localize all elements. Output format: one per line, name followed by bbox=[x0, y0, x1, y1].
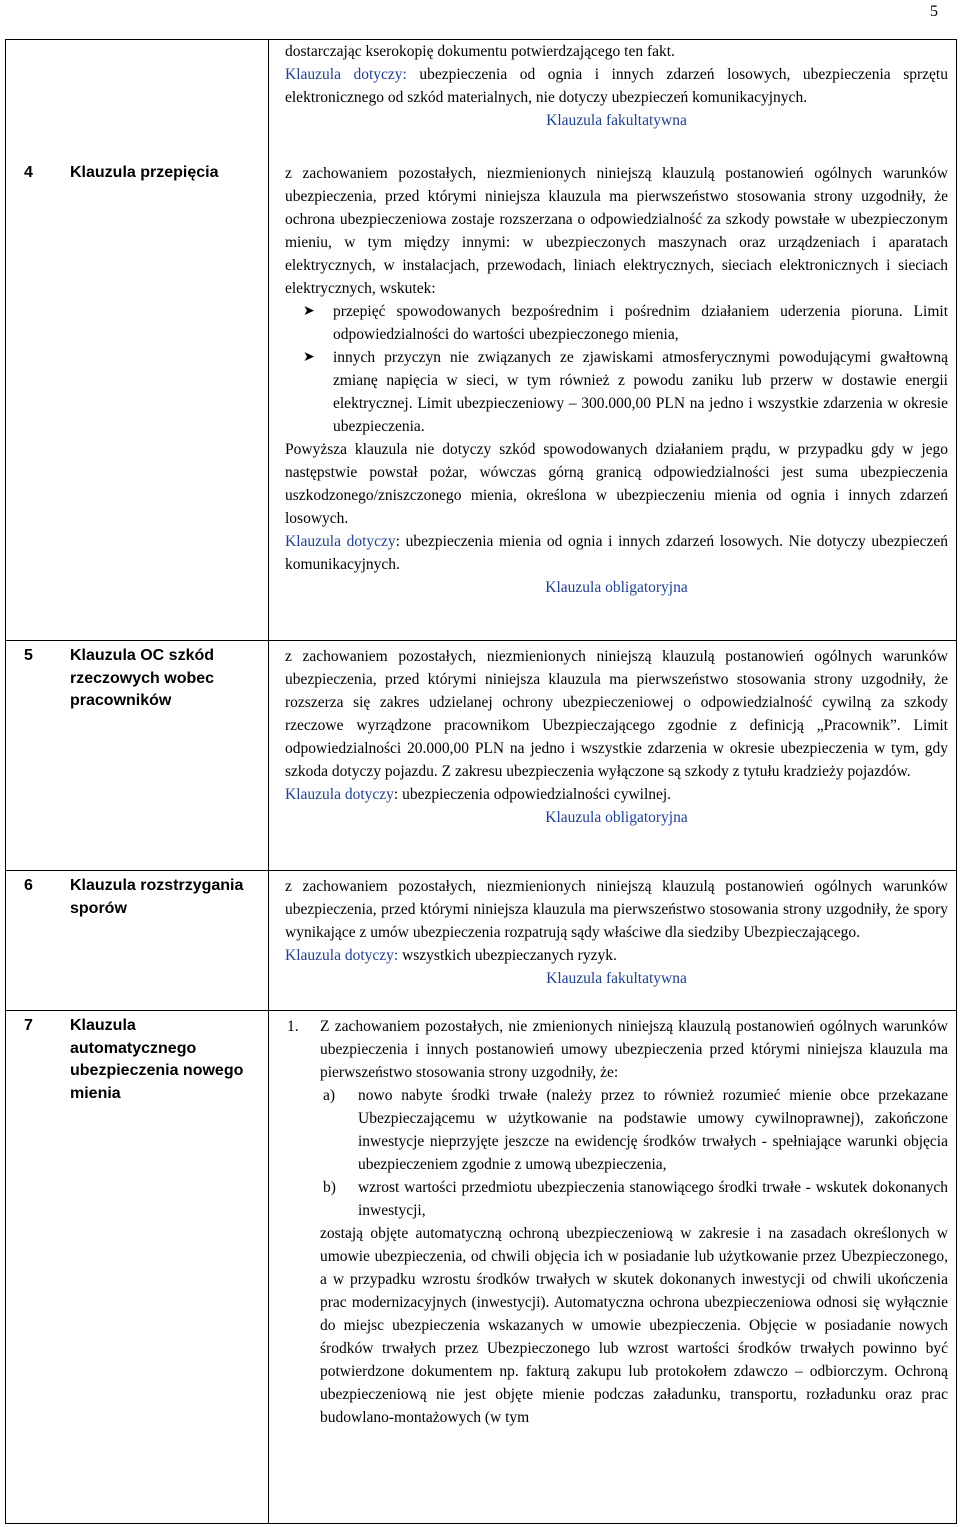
clause-title: Klauzula przepięcia bbox=[70, 164, 219, 181]
clause-content bbox=[285, 40, 948, 132]
clause-number: 6 bbox=[24, 877, 33, 894]
clause-title: Klauzula automatycznego ubezpieczenia nowego mienia bbox=[70, 1017, 244, 1102]
clause-type: Klauzula obligatoryjna bbox=[545, 809, 688, 826]
clause-content bbox=[285, 162, 948, 599]
list-item bbox=[285, 300, 948, 346]
clause-title: Klauzula OC szkód rzeczowych wobec pracowników bbox=[70, 647, 215, 709]
clause-text: Powyższa klauzula nie dotyczy szkód spowodowanych działaniem prądu, w przypadku gdy w jego następstwie powstał pożar, wówczas górną granicą odpowiedzialności jest suma ubezpieczenia uszkodzonego/zniszczonego mienia, określona w ubezpieczeniu mienia od ognia i innych zdarzeń losowych. bbox=[285, 441, 948, 527]
list-item bbox=[285, 1084, 948, 1176]
arrow-bullet-icon: ➤ bbox=[303, 304, 315, 319]
list-item-text: przepięć spowodowanych bezpośrednim i pośrednim działaniem uderzenia pioruna. Limit odpowiedzialności do wartości ubezpieczonego mienia, bbox=[333, 303, 948, 343]
list-item-text: innych przyczyn nie związanych ze zjawiskami atmosferycznymi powodującymi gwałtowną zmianę napięcia w sieci, w tym również z powodu zaniku lub przerw w dostawie energii elektrycznej. Limit ubezpieczeniowy – 300.000,00 PLN na jedno i wszystkie zdarzenia w okresie ubezpieczenia. bbox=[333, 349, 948, 435]
clause-scope bbox=[285, 944, 948, 967]
scope-label: Klauzula dotyczy: bbox=[285, 947, 399, 964]
list-marker: b) bbox=[323, 1179, 336, 1196]
clauses-table bbox=[5, 39, 957, 1524]
scope-label: Klauzula dotyczy: bbox=[285, 66, 407, 83]
row-divider bbox=[6, 640, 956, 641]
scope-label: Klauzula dotyczy bbox=[285, 786, 394, 803]
clause-scope bbox=[285, 530, 948, 576]
clause-number: 5 bbox=[24, 647, 33, 664]
list-item bbox=[285, 346, 948, 438]
scope-text: : ubezpieczenia odpowiedzialności cywilnej. bbox=[393, 786, 672, 803]
clause-text: z zachowaniem pozostałych, niezmienionych niniejszą klauzulą postanowień ogólnych warunków ubezpieczenia, przed którymi niniejsza klauzula ma pierwszeństwo stosowania strony uzgodniły, że ochrona ubezpieczeniowa zostaje rozszerzana o odpowiedzialność za szkody powstałe w ubezpieczonym mieniu, w tym między innymi: w ubezpieczonych maszynach oraz urządzeniach i aparatach elektrycznych, w instalacjach, przewodach, liniach elektrycznych, sieciach elektronicznych i sieciach elektrycznych, wskutek: bbox=[285, 165, 948, 297]
list-item-text: wzrost wartości przedmiotu ubezpieczenia stanowiącego środki trwałe - wskutek dokonanych inwestycji, bbox=[358, 1179, 948, 1219]
scope-text: ubezpieczenia od ognia i innych zdarzeń losowych, ubezpieczenia sprzętu elektronicznego od szkód materialnych, nie dotyczy ubezpieczeń komunikacyjnych. bbox=[285, 66, 948, 106]
clause-title: Klauzula rozstrzygania sporów bbox=[70, 877, 244, 917]
clause-content bbox=[285, 645, 948, 829]
scope-label: Klauzula dotyczy bbox=[285, 533, 396, 550]
row-divider bbox=[6, 1010, 956, 1011]
clause-type: Klauzula fakultatywna bbox=[546, 970, 687, 987]
arrow-bullet-icon: ➤ bbox=[303, 350, 315, 365]
clause-text: zostają objęte automatyczną ochroną ubezpieczeniową w zakresie i na zasadach określonych w umowie ubezpieczenia, od chwili objęcia ich w posiadanie lub użytkowanie przez Ubezpieczonego, a w przypadku wzrostu środków trwałych w skutek dokonanych inwestycji od chwili ukończenia prac modernizacyjnych (inwestycji). Automatyczna ochrona ubezpieczeniowa odnosi się wyłącznie do miejsc ubezpieczenia wskazanych w umowie ubezpieczenia. Objęcie w posiadanie nowych środków trwałych przez Ubezpieczonego lub wzrost wartości środków trwałych powinno być potwierdzone dokumentem np. fakturą zakupu lub protokołem zdawczo – odbiorczym. Ochroną ubezpieczeniową nie jest objęte mienie podczas załadunku, transportu, rozładunku oraz prac budowlano-montażowych (w tym bbox=[320, 1225, 948, 1426]
clause-scope bbox=[285, 783, 948, 806]
list-item bbox=[285, 1015, 948, 1084]
row-divider bbox=[6, 870, 956, 871]
list-item-text: nowo nabyte środki trwałe (należy przez to również rozumieć mienie obce przekazane Ubezpieczającemu w użytkowanie na podstawie umowy cywilnoprawnej), zakończone inwestycje nieprzyjęte jeszcze na ewidencję środków trwałych - spełniające warunki objęcia ubezpieczeniem zgodnie z umową ubezpieczenia, bbox=[358, 1087, 948, 1173]
list-marker: a) bbox=[323, 1087, 336, 1104]
list-marker: 1. bbox=[287, 1018, 299, 1035]
list-item bbox=[285, 1176, 948, 1222]
clause-scope bbox=[285, 63, 948, 109]
column-divider bbox=[268, 40, 269, 1523]
scope-text: : ubezpieczenia mienia od ognia i innych zdarzeń losowych. Nie dotyczy ubezpieczeń komunikacyjnych. bbox=[285, 533, 948, 573]
clause-number: 4 bbox=[24, 164, 33, 181]
list-item-text: Z zachowaniem pozostałych, nie zmienionych niniejszą klauzulą postanowień ogólnych warunków ubezpieczenia i innych postanowień umowy ubezpieczenia przed którymi niniejsza klauzula ma pierwszeństwo stosowania strony uzgodniły, że: bbox=[320, 1018, 948, 1081]
clause-content bbox=[285, 875, 948, 990]
page-number: 5 bbox=[930, 3, 938, 20]
scope-text: wszystkich ubezpieczanych ryzyk. bbox=[398, 947, 617, 964]
clause-text: z zachowaniem pozostałych, niezmienionych niniejszą klauzulą postanowień ogólnych warunków ubezpieczenia, przed którymi niniejsza klauzula ma pierwszeństwo stosowania strony uzgodniły, że rozszerza się zakres udzielanej ochrony ubezpieczeniowej o odpowiedzialność cywilną za szkody rzeczowe wyrządzone pracownikom Ubezpieczającego zgodnie z definicją „Pracownik”. Limit odpowiedzialności 20.000,00 PLN na jedno i wszystkie zdarzenia w okresie ubezpieczenia w tym, gdy szkoda dotyczy pojazdu. Z zakresu ubezpieczenia wyłączone są szkody z tytułu kradzieży pojazdów. bbox=[285, 648, 948, 780]
clause-type: Klauzula obligatoryjna bbox=[545, 579, 688, 596]
clause-content bbox=[285, 1015, 948, 1429]
clause-text: dostarczając kserokopię dokumentu potwierdzającego ten fakt. bbox=[285, 43, 675, 60]
clause-number: 7 bbox=[24, 1017, 33, 1034]
clause-type: Klauzula fakultatywna bbox=[546, 112, 687, 129]
clause-text: z zachowaniem pozostałych, niezmienionych niniejszą klauzulą postanowień ogólnych warunków ubezpieczenia, przed którymi niniejsza klauzula ma pierwszeństwo stosowania strony uzgodniły, że spory wynikające z umów ubezpieczenia rozpatrują sądy właściwe dla siedziby Ubezpieczającego. bbox=[285, 878, 948, 941]
